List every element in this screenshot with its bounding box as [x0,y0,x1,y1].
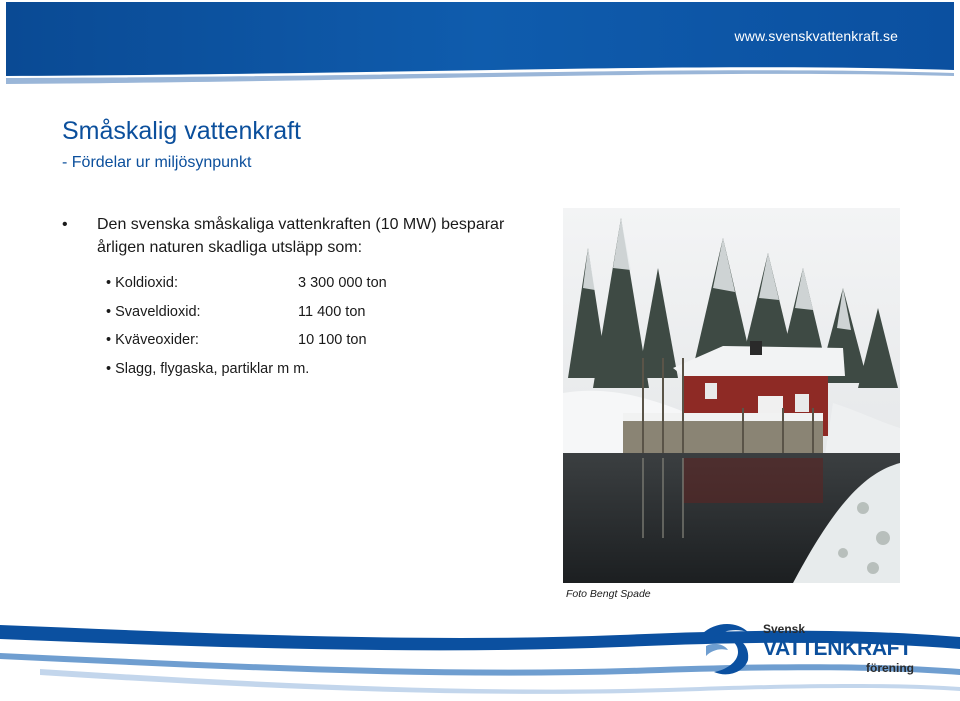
svensk-vattenkraft-logo [696,616,916,680]
photo-credit: Foto Bengt Spade [566,588,651,600]
emission-value: 11 400 ton [298,304,366,320]
logo-wave-icon [696,616,758,680]
emission-label: • Svaveldioxid: [106,304,201,320]
emission-value: 10 100 ton [298,332,367,348]
logo-text-vattenkraft: VATTENKRAFT [763,637,912,660]
emission-label: • Slagg, flygaska, partiklar m m. [106,361,310,377]
site-url: www.svenskvattenkraft.se [734,28,898,44]
slide-subtitle: - Fördelar ur miljösynpunkt [62,154,252,171]
header-banner [0,0,960,95]
logo-text-forening: förening [866,661,914,675]
main-bullet-text: Den svenska småskaliga vattenkraften (10 MW) besparar årligen naturen skadliga utsläpp som: [97,216,505,256]
logo-text-svensk: Svensk [763,622,806,636]
emission-label: • Kväveoxider: [106,332,199,348]
emission-value: 3 300 000 ton [298,275,387,291]
slide-title: Småskalig vattenkraft [62,117,301,145]
main-bullet [62,213,532,259]
emission-label: • Koldioxid: [106,275,178,291]
hydropower-station-photo [563,208,900,583]
bullet-marker: • [62,216,68,233]
